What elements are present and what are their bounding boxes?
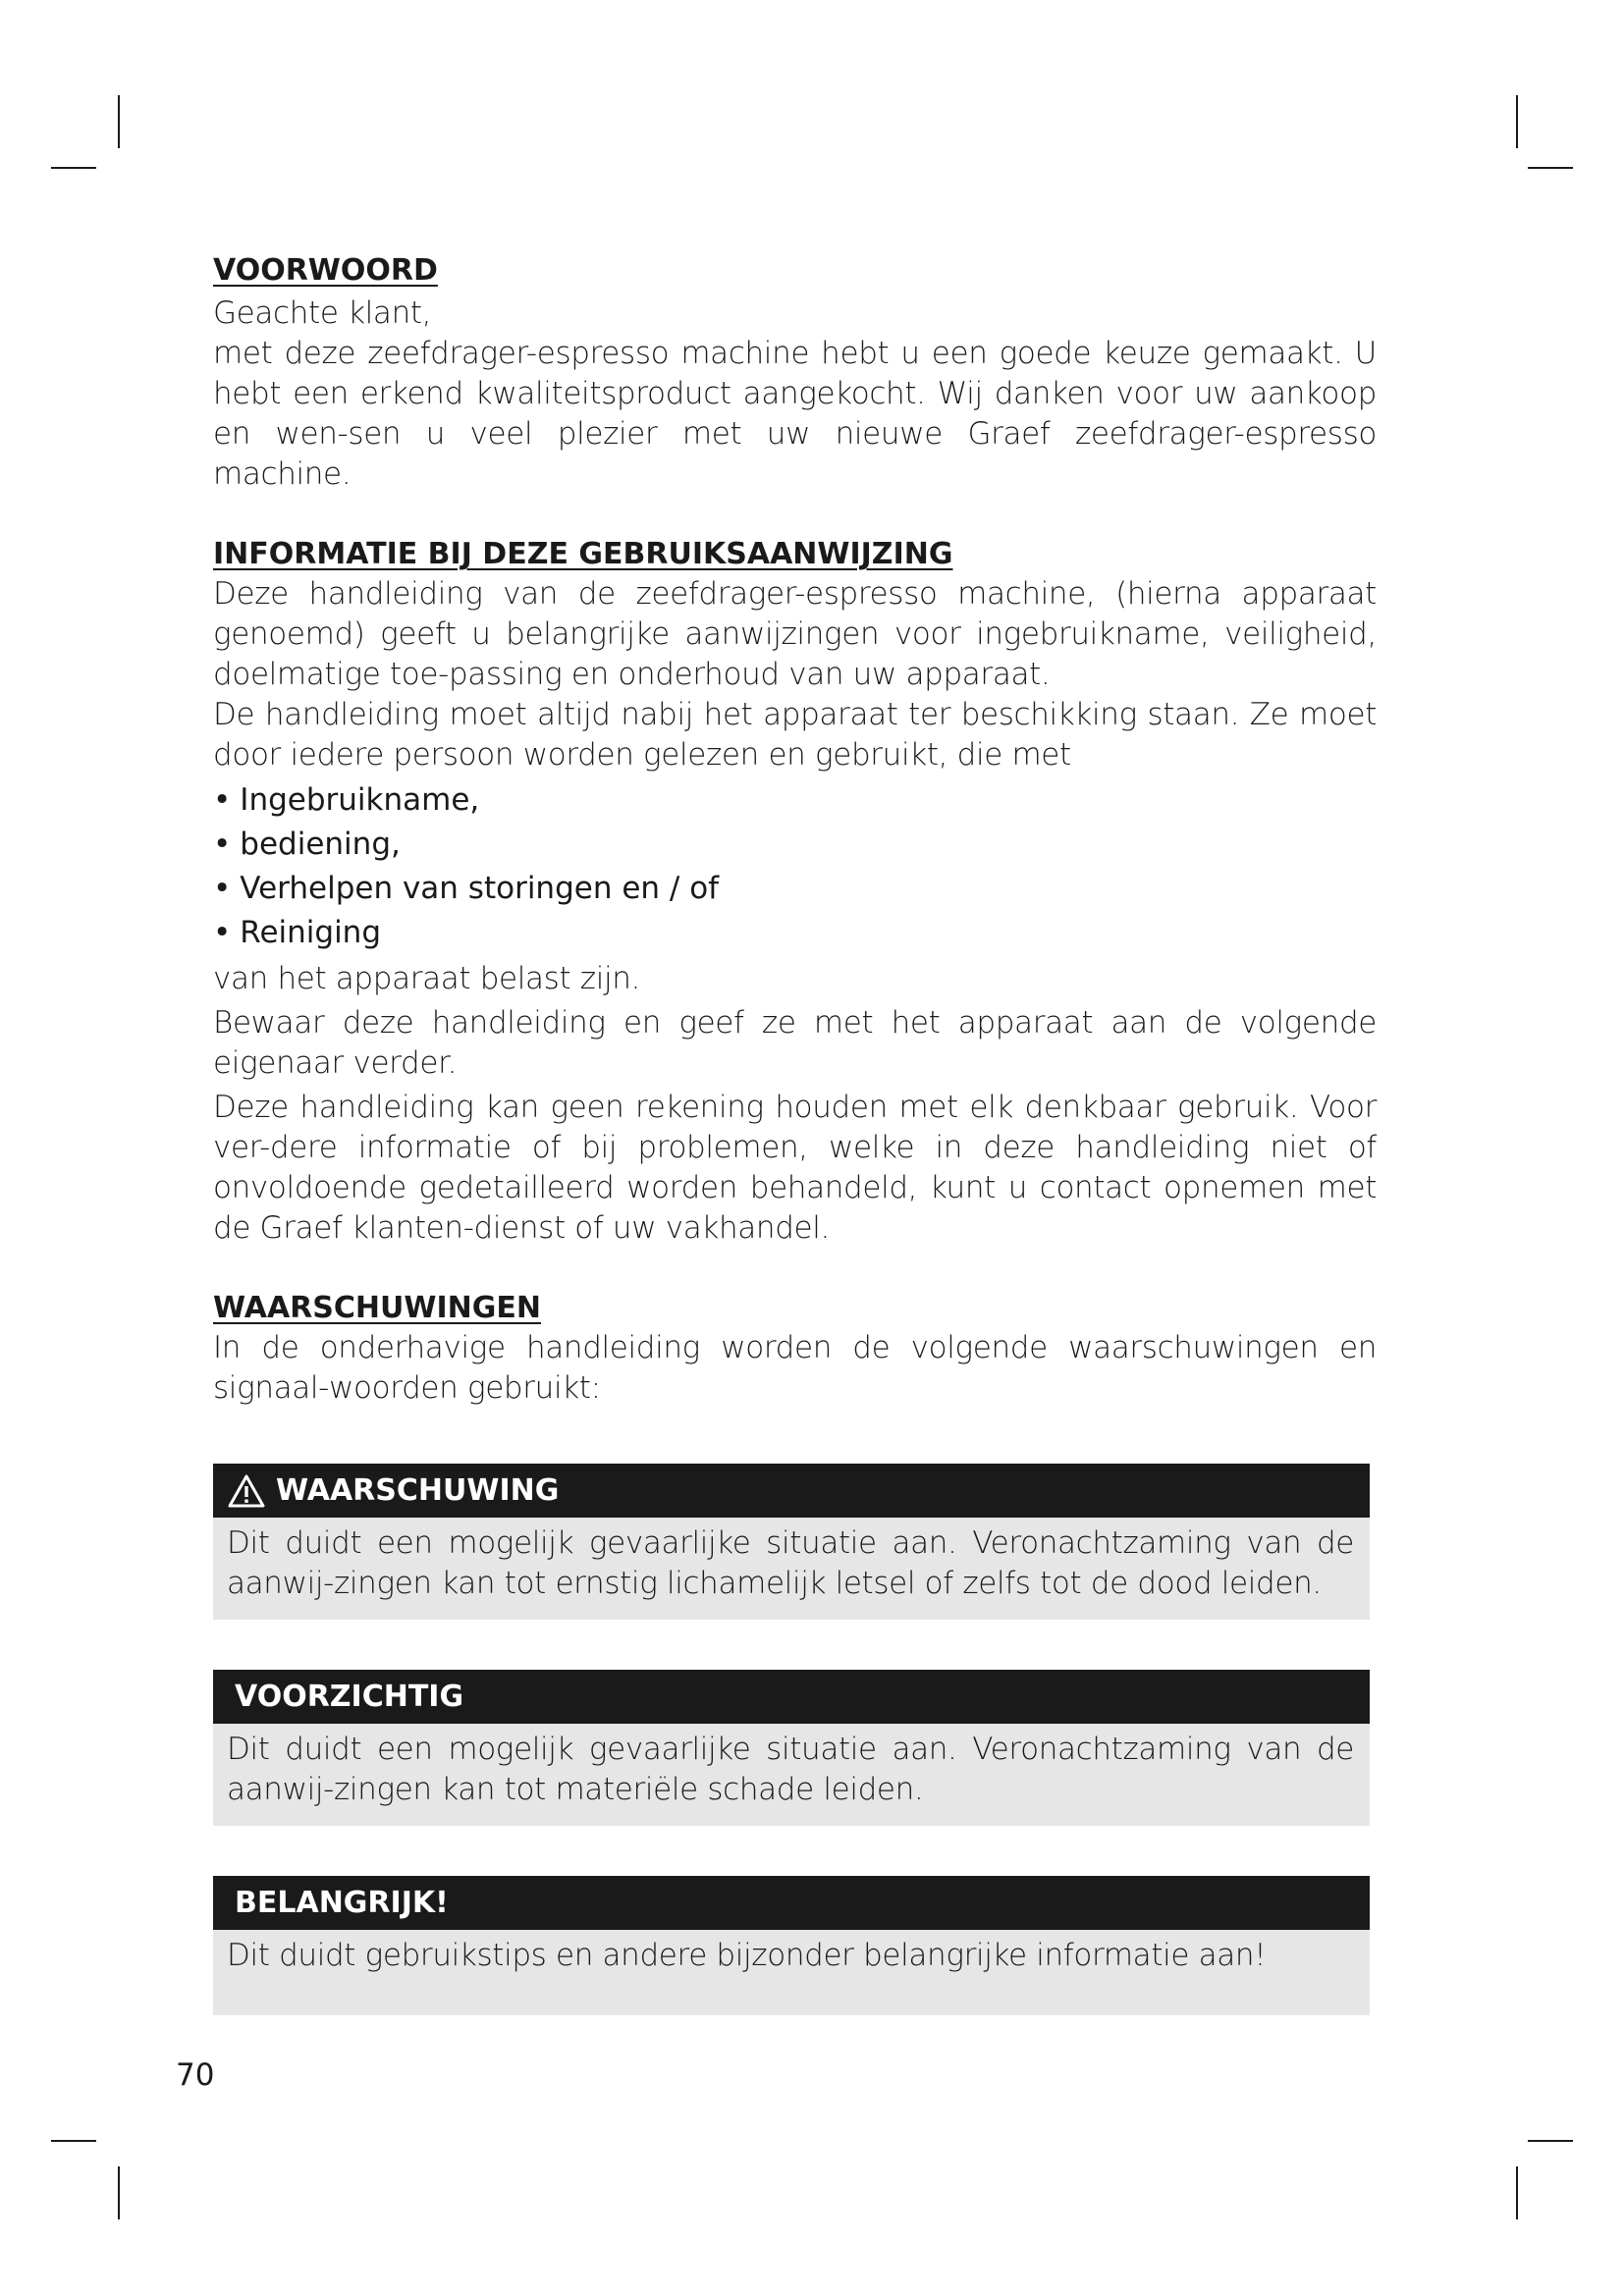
important-notice-body bbox=[213, 1930, 1370, 2015]
page-content bbox=[213, 251, 1377, 2015]
caution-notice-title: VOORZICHTIG bbox=[235, 1680, 464, 1714]
important-notice bbox=[213, 1876, 1370, 2015]
informatie-paragraph-3: van het apparaat belast zijn. bbox=[213, 961, 641, 996]
informatie-paragraph-1: Deze handleiding van de zeefdrager-espresso machine, (hierna apparaat genoemd) geeft u belangrijke aanwijzingen voor ingebruikname, veiligheid, doelmatige toe-passing en onderhoud van uw apparaat. bbox=[213, 576, 1377, 692]
warning-notice bbox=[213, 1464, 1370, 1620]
important-notice-title: BELANGRIJK! bbox=[235, 1886, 449, 1920]
informatie-paragraph-5: Deze handleiding kan geen rekening houden met elk denkbaar gebruik. Voor ver-dere informatie of bij problemen, welke in deze handleiding niet of onvoldoende gedetailleerd worden behandeld, kunt u contact opnemen met de Graef klanten-dienst of uw vakhandel. bbox=[213, 1090, 1377, 1246]
crop-mark-top-right-vertical bbox=[1516, 95, 1518, 148]
list-item: • bediening, bbox=[213, 827, 401, 862]
crop-mark-bottom-left-horizontal bbox=[51, 2140, 96, 2142]
caution-notice bbox=[213, 1670, 1370, 1826]
page-number: 70 bbox=[176, 2057, 215, 2093]
crop-mark-top-left-vertical bbox=[118, 95, 120, 148]
informatie-paragraph-2: De handleiding moet altijd nabij het apparaat ter beschikking staan. Ze moet door iedere persoon worden gelezen en gebruikt, die met bbox=[213, 697, 1377, 773]
caution-notice-text: Dit duidt een mogelijk gevaarlijke situatie aan. Veronachtzaming van de aanwij-zingen kan tot materiële schade leiden. bbox=[227, 1732, 1354, 1807]
crop-mark-bottom-left-vertical bbox=[118, 2166, 120, 2219]
crop-mark-top-left-horizontal bbox=[51, 167, 96, 169]
waarschuwingen-heading: WAARSCHUWINGEN bbox=[213, 1291, 541, 1325]
important-notice-text: Dit duidt gebruikstips en andere bijzonder belangrijke informatie aan! bbox=[227, 1938, 1267, 1973]
voorwoord-text: met deze zeefdrager-espresso machine hebt u een goede keuze gemaakt. U hebt een erkend kwaliteitsproduct aangekocht. Wij danken voor uw aankoop en wen-sen u veel plezier met uw nieuwe Graef zeefdrager-espresso machine. bbox=[213, 336, 1377, 492]
warning-notice-header bbox=[213, 1464, 1370, 1518]
list-item: • Verhelpen van storingen en / of bbox=[213, 871, 720, 906]
informatie-paragraph-4: Bewaar deze handleiding en geef ze met het apparaat aan de volgende eigenaar verder. bbox=[213, 1005, 1377, 1081]
informatie-heading: INFORMATIE BIJ DEZE GEBRUIKSAANWIJZING bbox=[213, 537, 953, 571]
voorwoord-greeting: Geachte klant, bbox=[213, 295, 432, 331]
crop-mark-bottom-right-horizontal bbox=[1528, 2140, 1573, 2142]
crop-mark-top-right-horizontal bbox=[1528, 167, 1573, 169]
voorwoord-heading: VOORWOORD bbox=[213, 253, 438, 288]
crop-mark-bottom-right-vertical bbox=[1516, 2166, 1518, 2219]
list-item: • Reiniging bbox=[213, 915, 382, 950]
waarschuwingen-text: In de onderhavige handleiding worden de volgende waarschuwingen en signaal-woorden gebruikt: bbox=[213, 1330, 1377, 1406]
warning-notice-text: Dit duidt een mogelijk gevaarlijke situatie aan. Veronachtzaming van de aanwij-zingen kan tot ernstig lichamelijk letsel of zelfs tot de dood leiden. bbox=[227, 1525, 1354, 1601]
caution-notice-body bbox=[213, 1724, 1370, 1826]
list-item: • Ingebruikname, bbox=[213, 782, 480, 818]
warning-notice-body bbox=[213, 1518, 1370, 1620]
warning-triangle-icon bbox=[227, 1473, 266, 1509]
important-notice-header bbox=[213, 1876, 1370, 1930]
task-list bbox=[213, 778, 1377, 955]
caution-notice-header bbox=[213, 1670, 1370, 1724]
warning-notice-title: WAARSCHUWING bbox=[276, 1473, 560, 1508]
